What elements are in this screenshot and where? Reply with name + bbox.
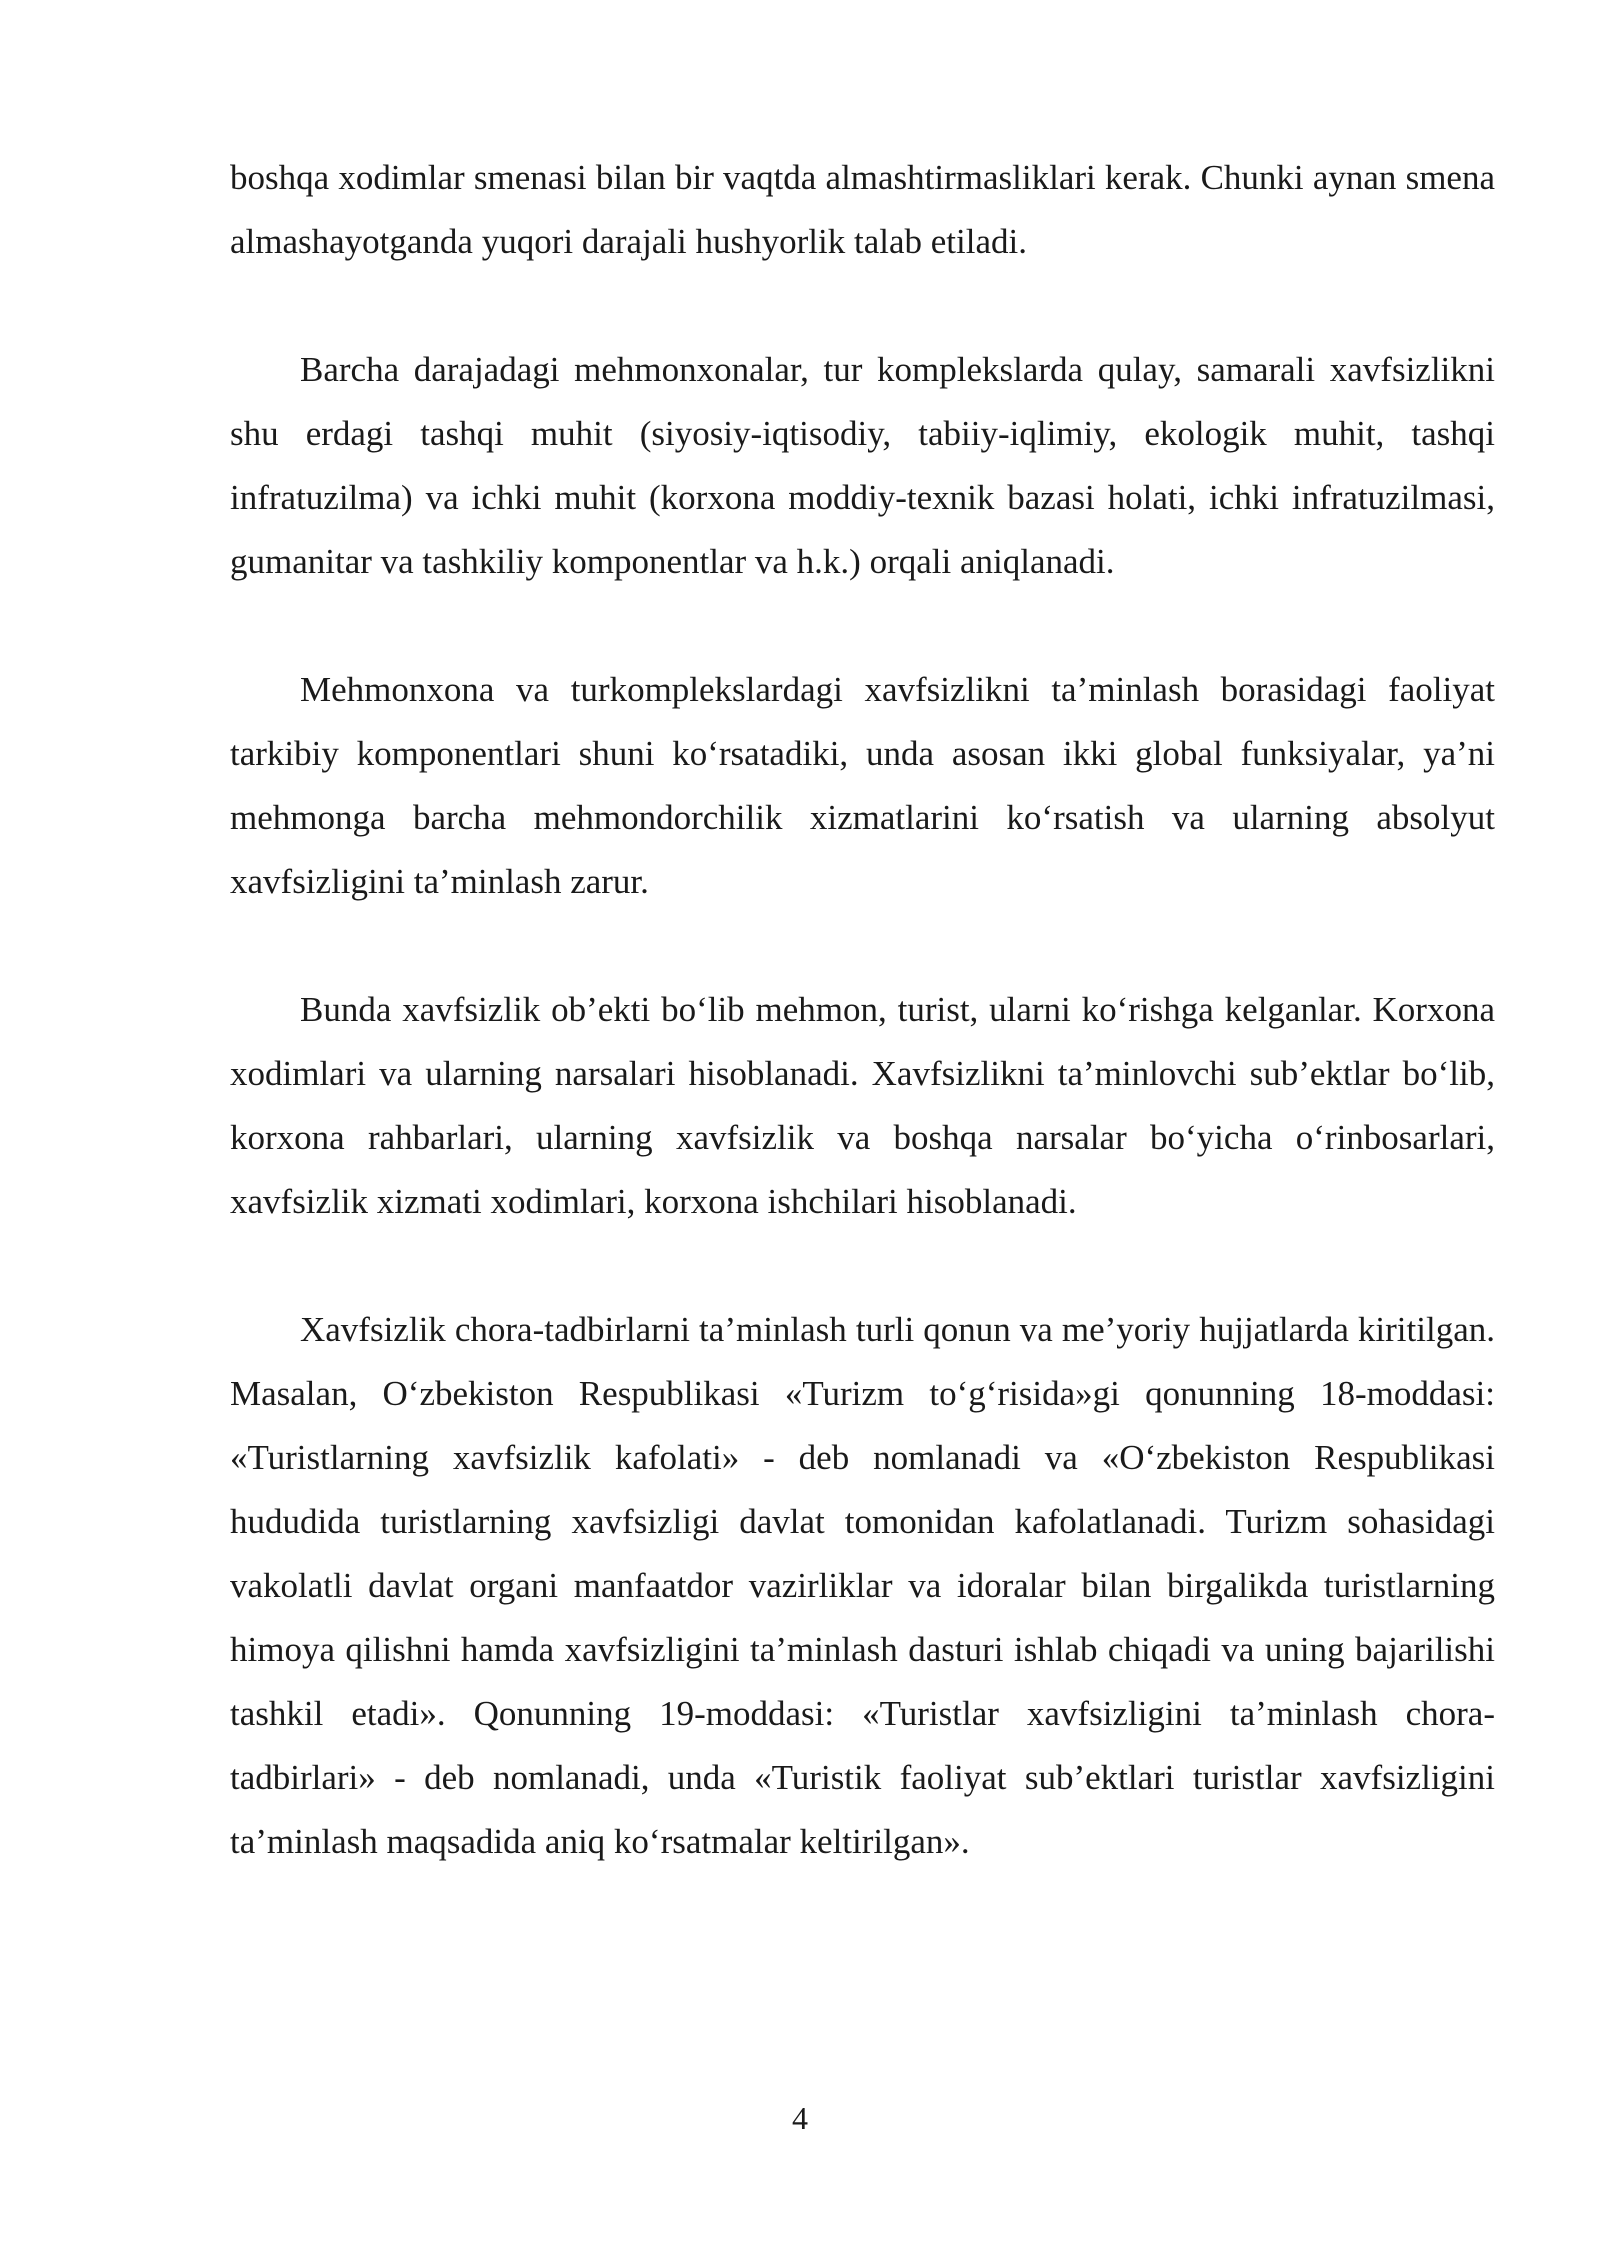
paragraph-5: Xavfsizlik chora-tadbirlarni ta’minlash turli qonun va me’yoriy hujjatlarda kiritilgan. Masalan, O‘zbekiston Respublikasi «Turizm to‘g‘risida»gi qonunning 18-moddasi: «Turistlarning xavfsizlik kafolati» - deb nomlanadi va «O‘zbekiston Respublikasi hududida turistlarning xavfsizligi davlat tomonidan kafolatlanadi. Turizm sohasidagi vakolatli davlat organi manfaatdor vazirliklar va idoralar bilan birgalikda turistlarning himoya qilishni hamda xavfsizligini ta’minlash dasturi ishlab chiqadi va uning bajarilishi tashkil etadi». Qonunning 19-moddasi: «Turistlar xavfsizligini ta’minlash chora-tadbirlari» - deb nomlanadi, unda «Turistik faoliyat sub’ektlari turistlar xavfsizligini ta’minlash maqsadida aniq ko‘rsatmalar keltirilgan». (230, 1310, 1495, 1861)
paragraph-3: Mehmonxona va turkomplekslardagi xavfsizlikni ta’minlash borasidagi faoliyat tarkibiy komponentlari shuni ko‘rsatadiki, unda asosan ikki global funksiyalar, ya’ni mehmonga barcha mehmondorchilik xizmatlarini ko‘rsatish va ularning absolyut xavfsizligini ta’minlash zarur. (230, 670, 1495, 901)
document-body (230, 146, 1495, 1938)
page-number: 4 (792, 2100, 808, 2136)
paragraph-1: boshqa xodimlar smenasi bilan bir vaqtda almashtirmasliklari kerak. Chunki aynan smena almashayotganda yuqori darajali hushyorlik talab etiladi. (230, 158, 1495, 261)
paragraph-4: Bunda xavfsizlik ob’ekti bo‘lib mehmon, turist, ularni ko‘rishga kelganlar. Korxona xodimlari va ularning narsalari hisoblanadi. Xavfsizlikni ta’minlovchi sub’ektlar bo‘lib, korxona rahbarlari, ularning xavfsizlik va boshqa narsalar bo‘yicha o‘rinbosarlari, xavfsizlik xizmati xodimlari, korxona ishchilari hisoblanadi. (230, 990, 1495, 1221)
paragraph-2: Barcha darajadagi mehmonxonalar, tur komplekslarda qulay, samarali xavfsizlikni shu erdagi tashqi muhit (siyosiy-iqtisodiy, tabiiy-iqlimiy, ekologik muhit, tashqi infratuzilma) va ichki muhit (korxona moddiy-texnik bazasi holati, ichki infratuzilmasi, gumanitar va tashkiliy komponentlar va h.k.) orqali aniqlanadi. (230, 350, 1495, 581)
